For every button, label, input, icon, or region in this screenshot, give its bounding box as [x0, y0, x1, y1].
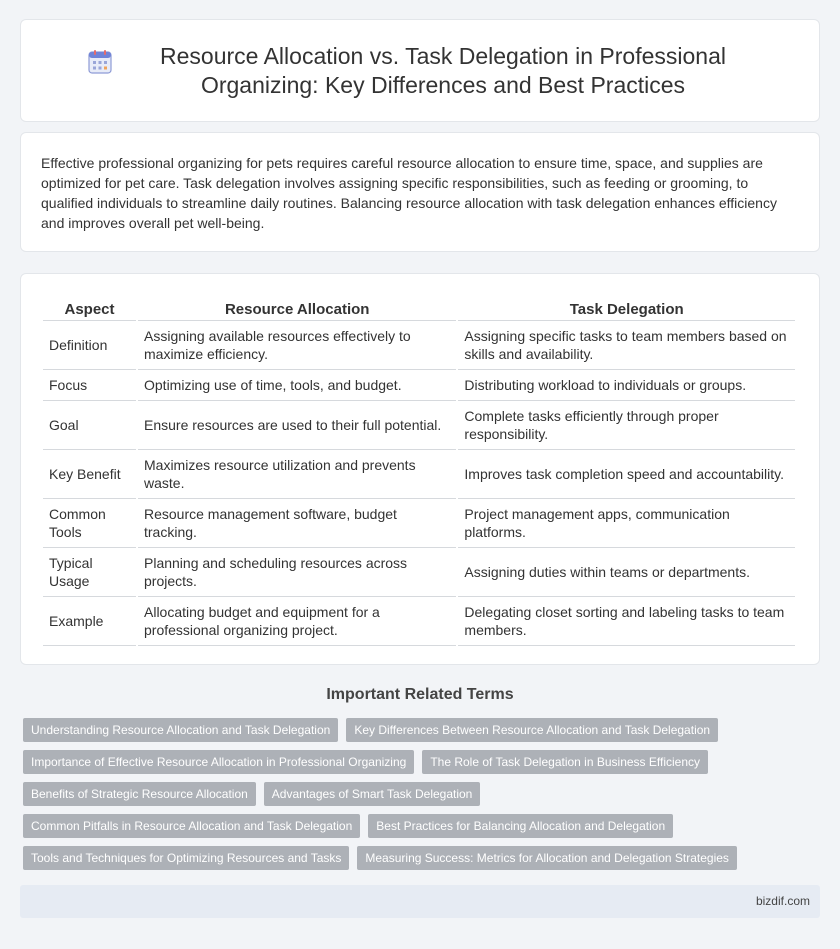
tag-row — [23, 814, 823, 838]
table-row — [43, 401, 795, 450]
table-cell-resource: Optimizing use of time, tools, and budget. — [138, 370, 456, 401]
comparison-table — [41, 294, 797, 646]
related-term-tag[interactable]: Advantages of Smart Task Delegation — [264, 782, 481, 806]
title-wrap — [47, 42, 793, 100]
footer-brand-link[interactable]: bizdif.com — [755, 894, 810, 908]
table-row — [43, 499, 795, 548]
intro-paragraph: Effective professional organizing for pets requires careful resource allocation to ensure time, space, and supplies are optimized for pet care. Task delegation involves assigning specific responsibilities, such as feeding or grooming, to qualified individuals to streamline daily routines. Balancing resource allocation with task delegation enhances efficiency and improves overall pet well-being. — [41, 155, 777, 231]
table-cell-resource: Maximizes resource utilization and prevents waste. — [138, 450, 456, 499]
table-row — [43, 597, 795, 646]
comparison-table-card — [20, 273, 820, 665]
table-cell-delegation: Delegating closet sorting and labeling tasks to team members. — [458, 597, 795, 646]
table-cell-aspect: Definition — [43, 321, 136, 370]
related-term-tag[interactable]: Tools and Techniques for Optimizing Resources and Tasks — [23, 846, 349, 870]
table-cell-delegation: Improves task completion speed and accountability. — [458, 450, 795, 499]
table-cell-resource: Resource management software, budget tracking. — [138, 499, 456, 548]
related-term-tag[interactable]: Common Pitfalls in Resource Allocation and Task Delegation — [23, 814, 360, 838]
related-term-tag[interactable]: Measuring Success: Metrics for Allocation and Delegation Strategies — [357, 846, 737, 870]
intro-card — [20, 132, 820, 252]
page-title: Resource Allocation vs. Task Delegation in Professional Organizing: Key Differences and Best Practices — [160, 42, 726, 98]
table-cell-aspect: Key Benefit — [43, 450, 136, 499]
related-term-tag[interactable]: Importance of Effective Resource Allocation in Professional Organizing — [23, 750, 414, 774]
column-header-resource-allocation: Resource Allocation — [138, 294, 456, 321]
related-terms-title: Important Related Terms — [326, 686, 514, 703]
table-cell-delegation: Distributing workload to individuals or groups. — [458, 370, 795, 401]
footer-bar — [20, 885, 820, 918]
table-cell-resource: Assigning available resources effectively to maximize efficiency. — [138, 321, 456, 370]
table-cell-delegation: Complete tasks efficiently through proper responsibility. — [458, 401, 795, 450]
table-cell-aspect: Common Tools — [43, 499, 136, 548]
table-row — [43, 321, 795, 370]
tag-row — [23, 718, 823, 742]
tag-row — [23, 782, 823, 806]
table-cell-aspect: Goal — [43, 401, 136, 450]
table-cell-resource: Allocating budget and equipment for a professional organizing project. — [138, 597, 456, 646]
tag-row — [23, 846, 823, 870]
table-cell-delegation: Assigning duties within teams or departments. — [458, 548, 795, 597]
table-header-row — [43, 294, 795, 321]
table-cell-aspect: Example — [43, 597, 136, 646]
related-term-tag[interactable]: Best Practices for Balancing Allocation and Delegation — [368, 814, 673, 838]
tag-row — [23, 750, 823, 774]
table-cell-resource: Ensure resources are used to their full potential. — [138, 401, 456, 450]
column-header-aspect: Aspect — [43, 294, 136, 321]
table-cell-resource: Planning and scheduling resources across projects. — [138, 548, 456, 597]
column-header-task-delegation: Task Delegation — [458, 294, 795, 321]
related-term-tag[interactable]: Key Differences Between Resource Allocation and Task Delegation — [346, 718, 718, 742]
related-terms-tags — [23, 718, 823, 878]
related-term-tag[interactable]: Benefits of Strategic Resource Allocation — [23, 782, 256, 806]
table-cell-aspect: Focus — [43, 370, 136, 401]
related-term-tag[interactable]: The Role of Task Delegation in Business Efficiency — [422, 750, 708, 774]
related-term-tag[interactable]: Understanding Resource Allocation and Task Delegation — [23, 718, 338, 742]
calendar-icon — [87, 49, 113, 75]
table-cell-delegation: Project management apps, communication platforms. — [458, 499, 795, 548]
table-cell-aspect: Typical Usage — [43, 548, 136, 597]
table-row — [43, 548, 795, 597]
table-row — [43, 370, 795, 401]
table-row — [43, 450, 795, 499]
table-cell-delegation: Assigning specific tasks to team members based on skills and availability. — [458, 321, 795, 370]
header-card — [20, 19, 820, 122]
